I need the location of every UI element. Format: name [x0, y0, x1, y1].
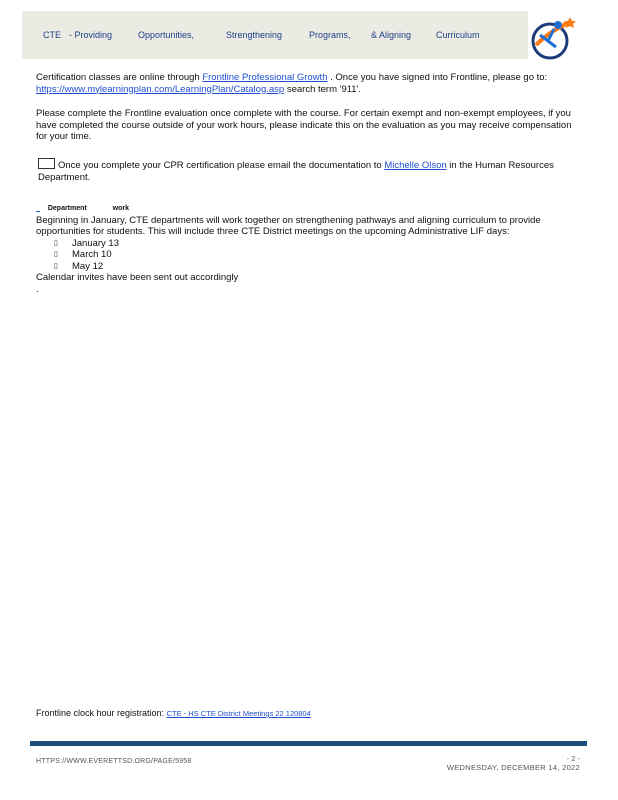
- department-work-section: [36, 203, 584, 295]
- list-item: ▯ March 10: [54, 249, 584, 261]
- department-heading-b: work: [112, 205, 129, 212]
- nav-programs: Programs,: [309, 30, 351, 40]
- nav-strengthening: Strengthening: [226, 30, 283, 40]
- p1-text-c: search term '911'.: [284, 83, 362, 95]
- p3-text-a: Once you complete your CPR certification please email the documentation to: [58, 160, 385, 171]
- footer-url: HTTPS://WWW.EVERETTSD.ORG/PAGE/5958: [36, 758, 192, 765]
- nav-providing: - Providing: [69, 30, 113, 40]
- registration-label: Frontline clock hour registration:: [36, 708, 165, 718]
- cpr-checkbox[interactable]: [38, 158, 55, 169]
- certification-paragraph: [36, 72, 584, 95]
- cpr-paragraph: [38, 158, 586, 183]
- meeting-dates-list: [36, 238, 584, 273]
- nav-aligning: & Aligning: [371, 30, 412, 40]
- district-logo: [528, 11, 580, 63]
- mylearningplan-link[interactable]: https://www.mylearningplan.com/LearningPlan/Catalog.asp: [36, 83, 285, 95]
- frontline-link[interactable]: Frontline Professional Growth: [202, 72, 328, 83]
- nav-curriculum: Curriculum: [436, 30, 480, 40]
- nav-cte: CTE: [43, 30, 61, 40]
- calendar-invites-text: Calendar invites have been sent out accordingly: [36, 272, 239, 283]
- department-heading-a: Department: [47, 205, 87, 212]
- registration-link[interactable]: CTE - HS CTE District Meetings 22 120804: [166, 709, 311, 718]
- p3-text-b: in the Human Resources Department.: [38, 160, 554, 183]
- department-work-heading: [36, 203, 584, 215]
- globe-runner-icon: [528, 11, 580, 63]
- department-paragraph: Beginning in January, CTE departments will work together on strengthening pathways and aligning curriculum to provide opportunities for students. This will include three CTE District meetings on the upcoming Administrative LIF days:: [36, 214, 541, 237]
- michelle-olson-link[interactable]: Michelle Olson: [384, 160, 447, 171]
- trailing-period: .: [36, 283, 39, 295]
- evaluation-paragraph: Please complete the Frontline evaluation once complete with the course. For certain exempt and non-exempt employees, if you have completed the course outside of your work hours, please indicate this on the evaluation as you may receive compensation for your time.: [36, 108, 572, 142]
- footer-date: WEDNESDAY, DECEMBER 14, 2022: [446, 763, 580, 772]
- nav-opportunities: Opportunities,: [138, 30, 195, 40]
- footer-rule: [30, 741, 587, 746]
- list-item: ▯ January 13: [54, 238, 584, 250]
- clock-hour-registration: [36, 708, 311, 718]
- p1-text-b: . Once you have signed into Frontline, please go to:: [327, 72, 548, 83]
- p1-text-a: Certification classes are online through: [36, 72, 203, 83]
- heading-marker: [36, 205, 40, 212]
- page-number: - 2 -: [566, 754, 580, 763]
- list-item: ▯ May 12: [54, 261, 584, 273]
